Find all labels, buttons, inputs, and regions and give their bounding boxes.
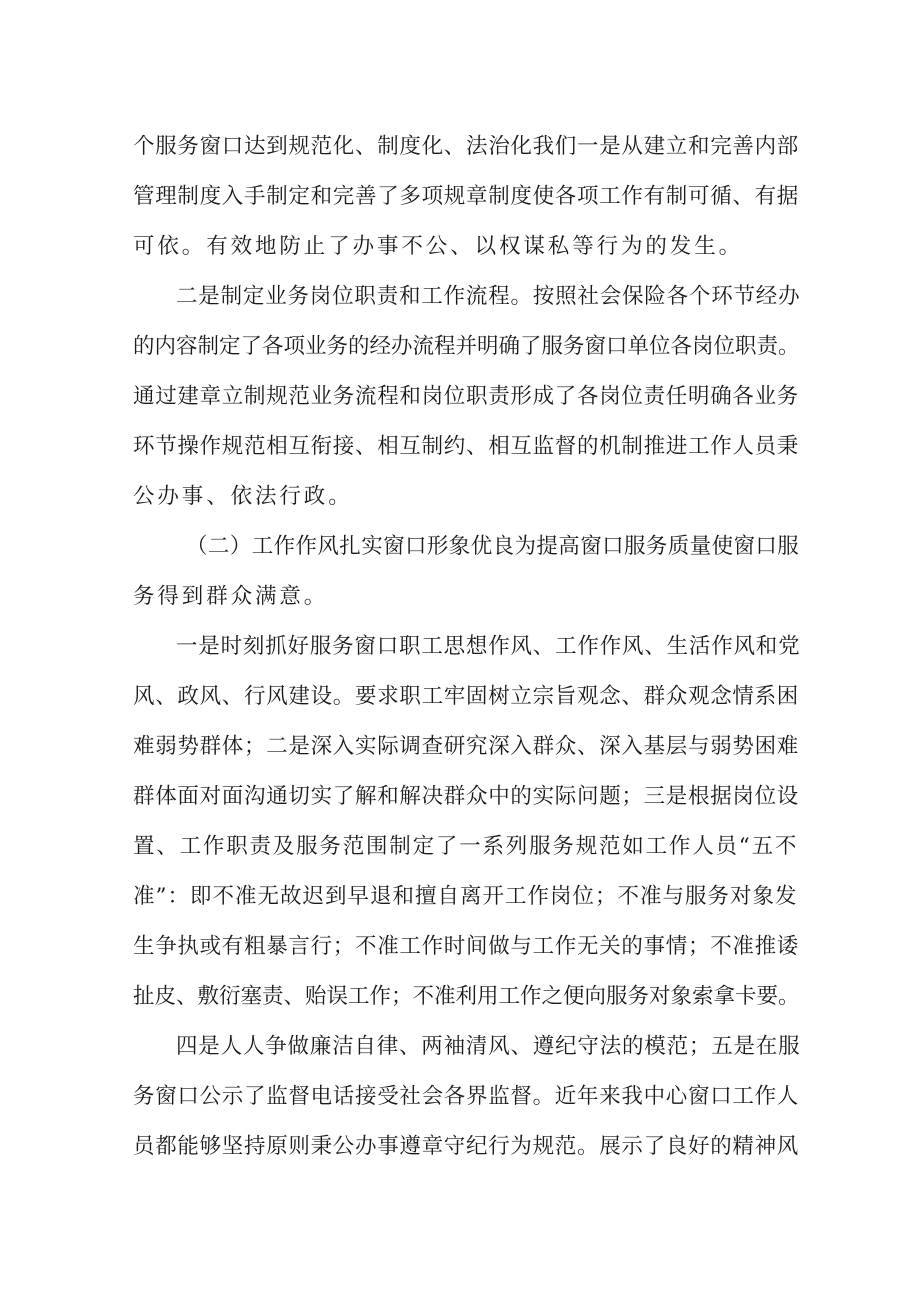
text-line-11: 一是时刻抓好服务窗口职工思想作风、工作作风、生活作风和党: [176, 634, 801, 659]
text-line-18: 扯皮、敷衍塞责、贻误工作；不准利用工作之便向服务对象索拿卡要。: [133, 984, 800, 1009]
text-line-4: 二是制定业务岗位职责和工作流程。按照社会保险各个环节经办: [176, 284, 801, 309]
text-line-20: 务窗口公示了监督电话接受社会各界监督。近年来我中心窗口工作人: [133, 1084, 800, 1109]
text-line-19: 四是人人争做廉洁自律、两袖清风、遵纪守法的模范；五是在服: [176, 1034, 801, 1059]
text-line-16: 准”：即不准无故迟到早退和擅自离开工作岗位；不准与服务对象发: [133, 884, 798, 909]
text-line-5: 的内容制定了各项业务的经办流程并明确了服务窗口单位各岗位职责。: [133, 334, 800, 359]
text-line-12: 风、政风、行风建设。要求职工牢固树立宗旨观念、群众观念情系困: [133, 684, 800, 709]
text-line-2: 管理制度入手制定和完善了多项规章制度使各项工作有制可循、有据: [133, 184, 800, 209]
text-line-8: 公办事、依法行政。: [133, 484, 353, 509]
text-line-6: 通过建章立制规范业务流程和岗位职责形成了各岗位责任明确各业务: [133, 384, 800, 409]
text-line-14: 群体面对面沟通切实了解和解决群众中的实际问题；三是根据岗位设: [133, 784, 800, 809]
section-heading: （二）工作作风扎实窗口形象优良为提高窗口服务质量使窗口服: [186, 534, 800, 559]
text-line-17: 生争执或有粗暴言行；不准工作时间做与工作无关的事情；不准推诿: [133, 934, 800, 959]
text-line-13: 难弱势群体；二是深入实际调查研究深入群众、深入基层与弱势困难: [133, 734, 800, 759]
text-line-3: 可依。有效地防止了办事不公、以权谋私等行为的发生。: [133, 234, 744, 259]
text-line-10: 务得到群众满意。: [133, 584, 329, 609]
text-line-21: 员都能够坚持原则秉公办事遵章守纪行为规范。展示了良好的精神风: [133, 1134, 800, 1159]
text-line-15: 置、工作职责及服务范围制定了一系列服务规范如工作人员“五不: [133, 834, 799, 859]
text-line-7: 环节操作规范相互衔接、相互制约、相互监督的机制推进工作人员秉: [133, 434, 800, 459]
text-line-1: 个服务窗口达到规范化、制度化、法治化我们一是从建立和完善内部: [133, 134, 800, 159]
